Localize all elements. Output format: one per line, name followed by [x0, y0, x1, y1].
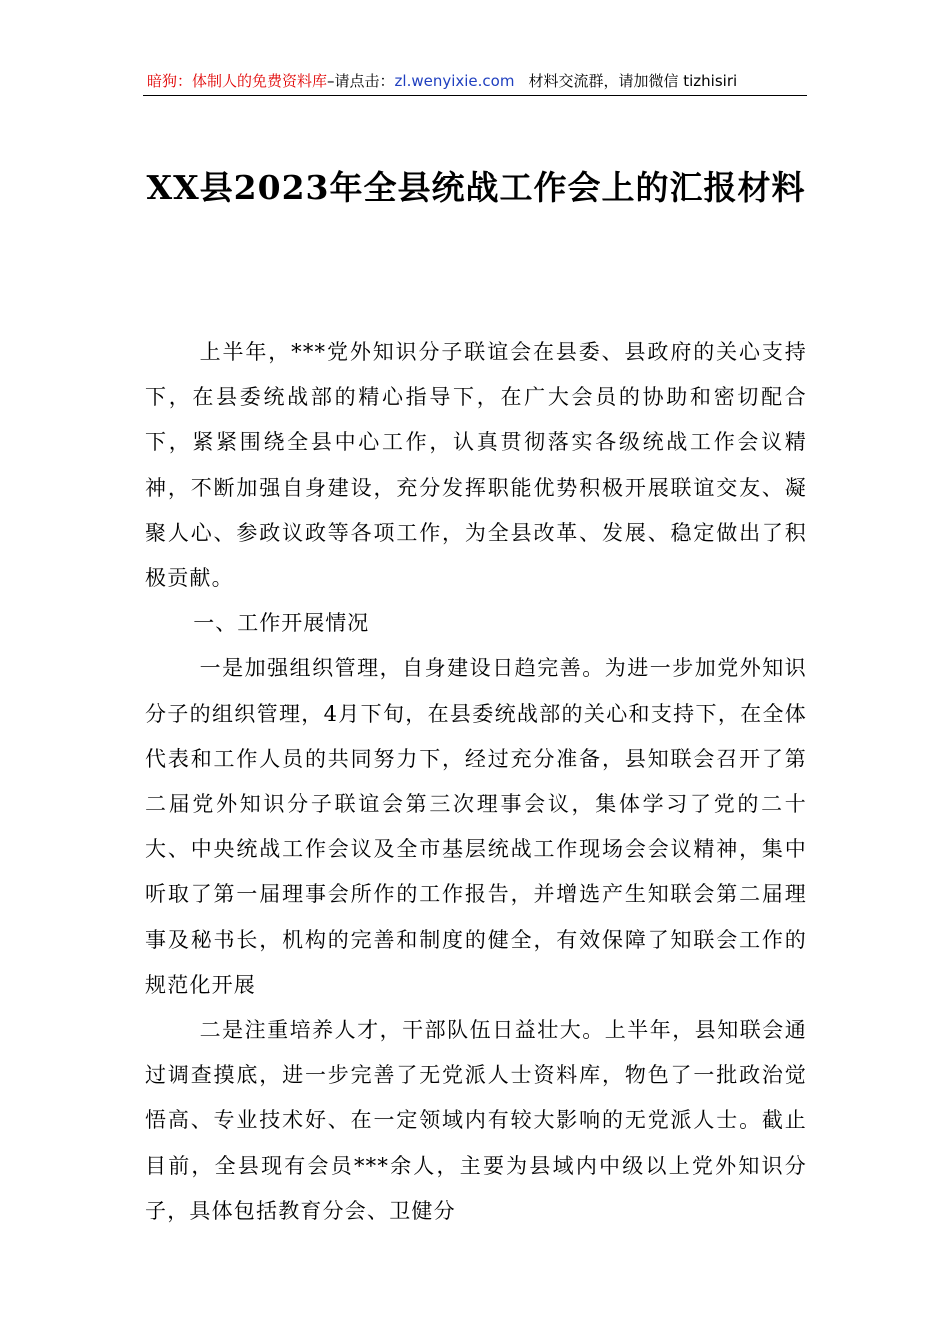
intro-paragraph: 上半年，***党外知识分子联谊会在县委、县政府的关心支持下，在县委统战部的精心指导下，在广大会员的协助和密切配合下，紧紧围绕全县中心工作，认真贯彻落实各级统战工作会议精神，不断加强自身建设，充分发挥职能优势积极开展联谊交友、凝聚人心、参政议政等各项工作，为全县改革、发展、稳定做出了积极贡献。 [145, 340, 807, 591]
body-paragraph-2: 二是注重培养人才，干部队伍日益壮大。上半年，县知联会通过调查摸底，进一步完善了无党派人士资料库，物色了一批政治觉悟高、专业技术好、在一定领域内有较大影响的无党派人士。截止目前，全县现有会员***余人，主要为县域内中级以上党外知识分子，具体包括教育分会、卫健分 [145, 1018, 807, 1223]
header-divider [143, 95, 807, 96]
document-title: XX县2023年全县统战工作会上的汇报材料 [146, 168, 806, 207]
body-paragraph-1: 一是加强组织管理，自身建设日趋完善。为进一步加党外知识分子的组织管理，4月下旬，在县委统战部的关心和支持下，在全体代表和工作人员的共同努力下，经过充分准备，县知联会召开了第二届党外知识分子联谊会第三次理事会议，集体学习了党的二十大、中央统战工作会议及全市基层统战工作现场会会议精神，集中听取了第一届理事会所作的工作报告，并增选产生知联会第二届理事及秘书长，机构的完善和制度的健全，有效保障了知联会工作的规范化开展 [145, 656, 807, 997]
header-source-text: 暗狗：体制人的免费资料库 [147, 72, 328, 90]
header-link[interactable]: zl.wenyixie.com [394, 72, 515, 90]
section-heading: 一、工作开展情况 [193, 611, 370, 636]
page-header [147, 70, 807, 92]
header-contact-text: 材料交流群，请加微信 tizhisiri [528, 72, 738, 90]
header-separator: –请点击： [327, 72, 395, 90]
document-body [145, 330, 807, 1234]
